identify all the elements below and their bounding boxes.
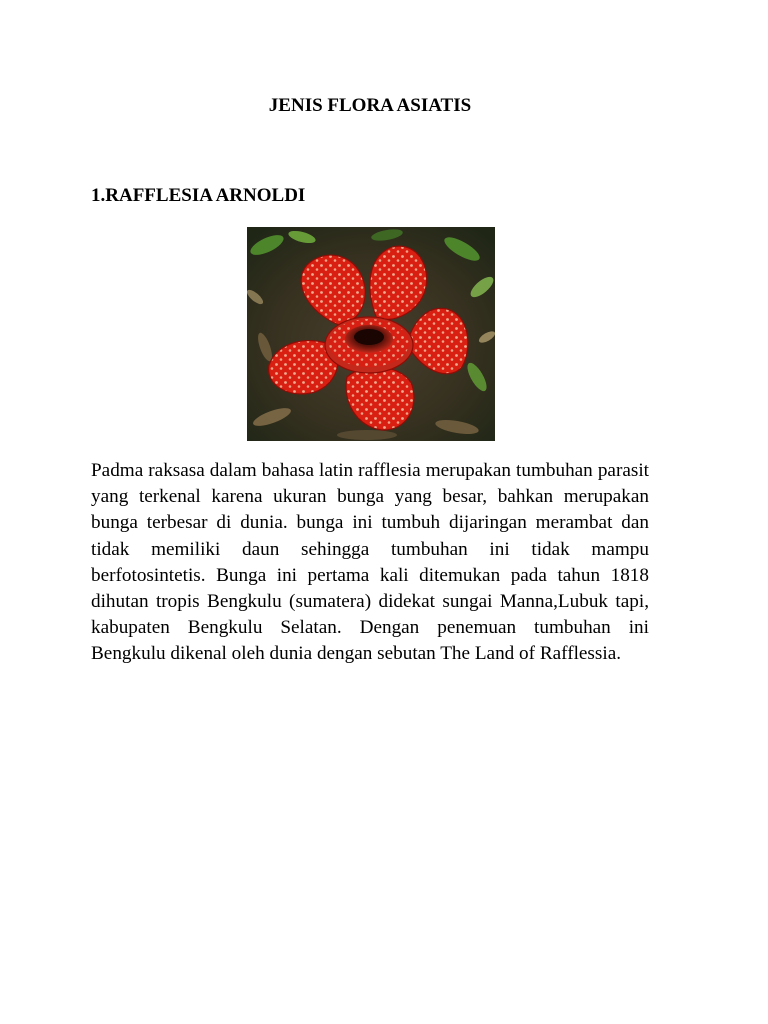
rafflesia-photo — [247, 227, 495, 441]
section-heading: 1.RAFFLESIA ARNOLDI — [91, 185, 306, 206]
rafflesia-center — [325, 317, 413, 373]
body-paragraph: Padma raksasa dalam bahasa latin rafflesia merupakan tumbuhan parasit yang terkenal karena ukuran bunga yang besar, bahkan merupakan bunga terbesar di dunia. bunga ini tumbuh dijaringan merambat dan tidak memiliki daun sehingga tumbuhan ini tidak mampu berfotosintetis. Bunga ini pertama kali ditemukan pada tahun 1818 dihutan tropis Bengkulu (sumatera) didekat sungai Manna,Lubuk tapi, kabupaten Bengkulu Selatan. Dengan penemuan tumbuhan ini Bengkulu dikenal oleh dunia dengan sebutan The Land of Rafflessia. — [91, 460, 649, 665]
document-title: JENIS FLORA ASIATIS — [268, 95, 472, 116]
